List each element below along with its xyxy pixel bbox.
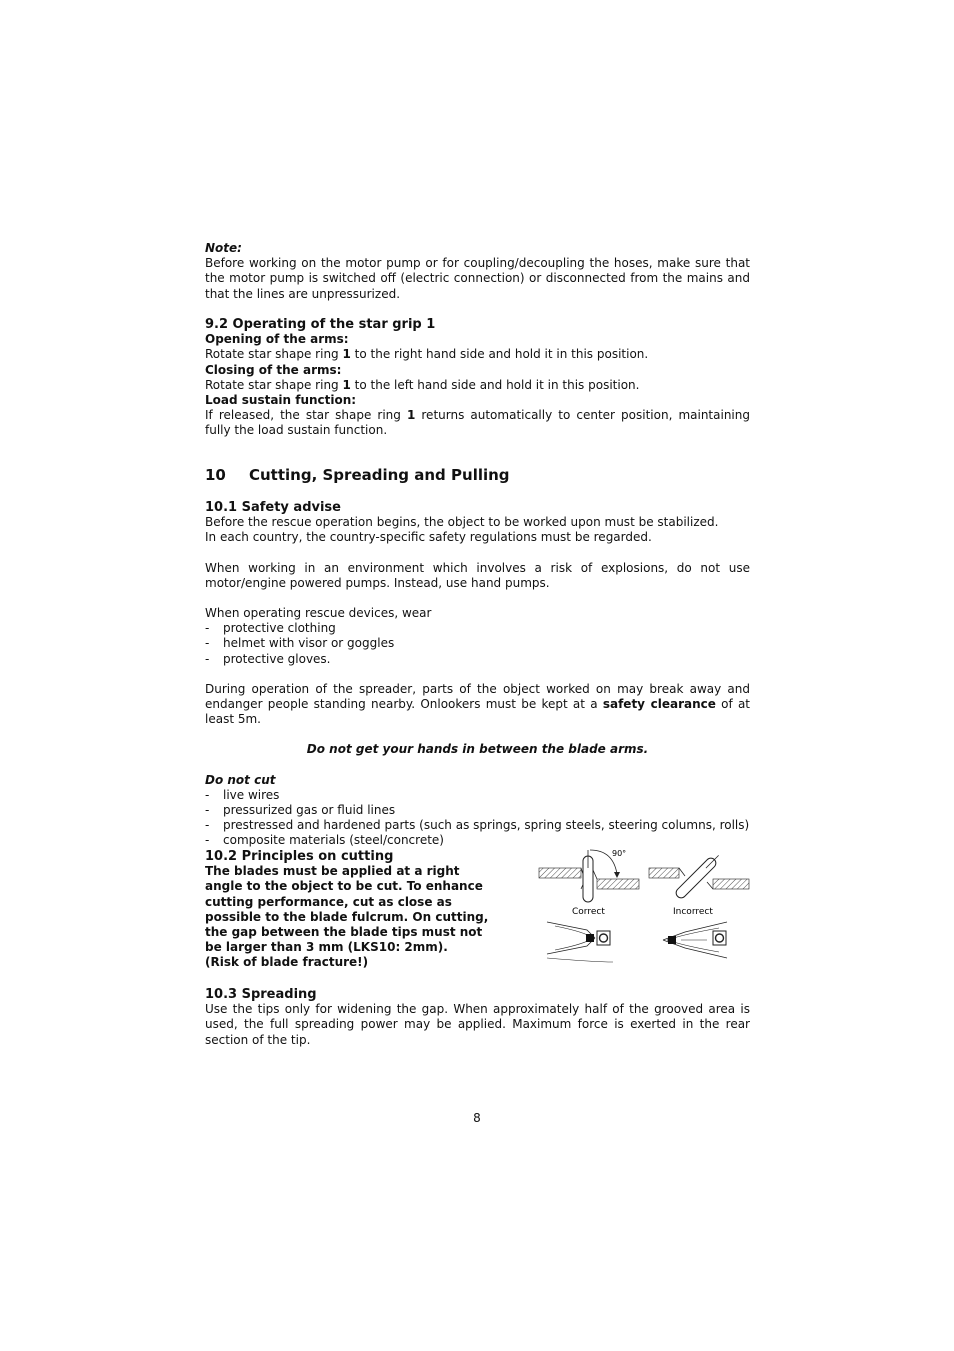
list-item: - protective clothing xyxy=(205,621,336,636)
section-10-2-heading: 10.2 Principles on cutting xyxy=(205,849,394,864)
list-item: - prestressed and hardened parts (such as springs, spring steels, steering columns, rolls) xyxy=(205,818,750,833)
cutting-principles-text: The blades must be applied at a right angle to the object to be cut. To enhance cutting performance, cut as close as possible to the blade fulcrum. On cutting, the gap between the blade tips must not be larger than 3 mm (LKS10: 2mm). xyxy=(205,864,489,955)
incorrect-cut-diagram xyxy=(649,852,749,958)
section-9-2-heading: 9.2 Operating of the star grip 1 xyxy=(205,317,436,332)
list-item: - protective gloves. xyxy=(205,651,331,666)
page-number: 8 xyxy=(473,1111,481,1125)
do-not-cut-heading: Do not cut xyxy=(205,772,276,787)
cutting-angle-figure xyxy=(535,842,755,968)
blade-fracture-warning: (Risk of blade fracture!) xyxy=(205,955,369,970)
section-10-3 xyxy=(205,987,750,1048)
chapter-title: Cutting, Spreading and Pulling xyxy=(249,466,510,484)
angle-label: 90° xyxy=(612,849,627,858)
list-item: - helmet with visor or goggles xyxy=(205,636,395,651)
spreading-text: Use the tips only for widening the gap. When approximately half of the grooved area is used, the full spreading power may be applied. Maximum force is exerted in the rear section of the tip. xyxy=(205,1002,750,1047)
section-10-2 xyxy=(205,849,500,971)
closing-label: Closing of the arms: xyxy=(205,362,342,377)
note-section xyxy=(205,241,750,302)
chapter-10-heading xyxy=(205,468,750,483)
opening-text: Rotate star shape ring 1 to the right hand side and hold it in this position. xyxy=(205,347,649,362)
load-text: If released, the star shape ring 1 returns automatically to center position, maintaining fully the load sustain function. xyxy=(205,408,750,438)
correct-label: Correct xyxy=(572,907,605,917)
opening-label: Opening of the arms: xyxy=(205,332,349,347)
closing-text: Rotate star shape ring 1 to the left hand side and hold it in this position. xyxy=(205,377,640,392)
chapter-number: 10 xyxy=(205,466,226,484)
list-item: - composite materials (steel/concrete) xyxy=(205,833,444,848)
note-heading: Note: xyxy=(205,241,242,255)
section-10-3-heading: 10.3 Spreading xyxy=(205,987,317,1002)
hands-warning: Do not get your hands in between the blade arms. xyxy=(306,742,649,757)
section-10-1 xyxy=(205,500,750,849)
incorrect-label: Incorrect xyxy=(673,907,713,917)
load-label: Load sustain function: xyxy=(205,393,357,408)
section-10-1-heading: 10.1 Safety advise xyxy=(205,500,341,515)
note-text: Before working on the motor pump or for coupling/decoupling the hoses, make sure that the motor pump is switched off (electric connection) or disconnected from the mains and that the lines are unpressurized. xyxy=(205,256,750,301)
explosion-text: When working in an environment which involves a risk of explosions, do not use motor/engine powered pumps. Instead, use hand pumps. xyxy=(205,560,750,590)
regulations-text: In each country, the country-specific safety regulations must be regarded. xyxy=(205,530,652,545)
list-item: - live wires xyxy=(205,787,280,802)
wear-intro: When operating rescue devices, wear xyxy=(205,606,432,621)
stabilize-text: Before the rescue operation begins, the object to be worked upon must be stabilized. xyxy=(205,515,719,530)
correct-cut-diagram xyxy=(539,849,639,962)
section-9-2 xyxy=(205,317,750,439)
list-item: - pressurized gas or fluid lines xyxy=(205,803,396,818)
spreader-text: During operation of the spreader, parts of the object worked on may break away and endanger people standing nearby. Onlookers must be kept at a safety clearance of at least 5m. xyxy=(205,681,751,727)
